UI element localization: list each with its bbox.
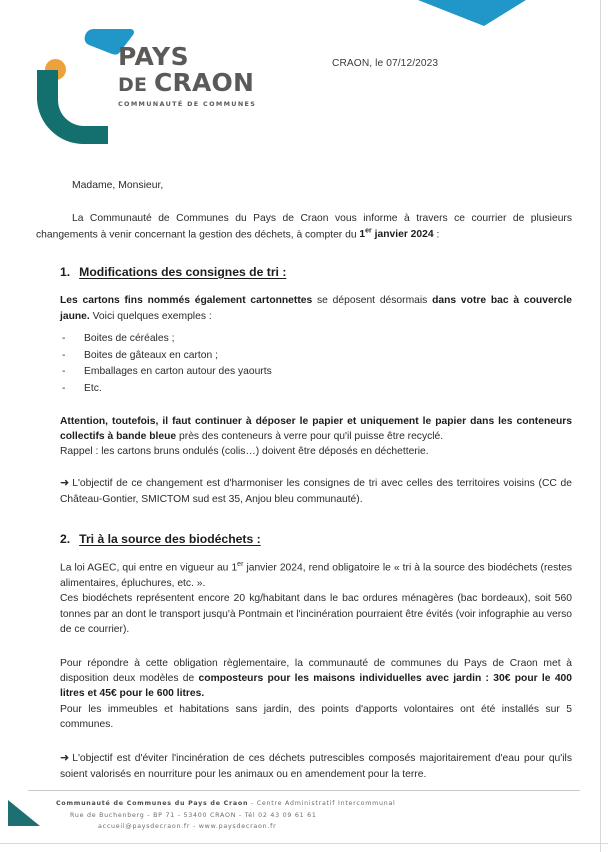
s2-p3-before: Pour répondre à cette obligation règlementaire, la communauté de communes du Pays de Craon met à disposition deux modèles de — [60, 657, 572, 684]
section-1-paragraph-1 — [60, 293, 572, 325]
logo-line-de-craon — [118, 68, 255, 97]
logo-arc-icon — [34, 70, 126, 144]
list-item-label: Boites de gâteaux en carton ; — [84, 349, 218, 361]
s1-p1-mid: se déposent désormais — [312, 294, 433, 306]
footer — [0, 786, 608, 852]
arrow-right-icon: ➜ — [60, 750, 70, 764]
logo-craon: CRAON — [153, 68, 255, 97]
section-2-number: 2. — [60, 531, 71, 546]
intro-text-after: : — [433, 229, 440, 241]
section-1-heading — [60, 265, 608, 279]
bullet-marker: - — [62, 332, 66, 344]
footer-line-1 — [56, 798, 398, 810]
triangle-right-icon — [8, 800, 40, 826]
letter-body — [0, 150, 608, 783]
s1-p1-bold-2: dans votre bac à couvercle jaune. — [60, 294, 572, 322]
footer-contact — [38, 798, 398, 833]
section-1-number: 1. — [60, 264, 71, 279]
s1-attention-bold: Attention, toutefois, il faut continuer à déposer le papier et uniquement le papier dans les conteneurs collectifs à bande bleue — [60, 415, 572, 442]
s2-objective-line-2: pour qu'ils soient valorisés en nourriture pour les animaux ou en amendement pour la terre. — [60, 752, 572, 780]
triangle-down-icon — [418, 0, 526, 26]
s1-attention-rest: près des conteneurs à verre pour qu'il puisse être recyclé. — [176, 430, 444, 442]
footer-line-3: accueil@paysdecraon.fr - www.paysdecraon.fr — [98, 823, 277, 831]
intro-paragraph — [36, 211, 572, 243]
intro-date-rest: janvier 2024 — [371, 229, 434, 241]
list-item — [62, 364, 608, 381]
footer-line-2: Rue de Buchenberg - BP 71 - 53400 CRAON - Tél 02 43 09 61 61 — [70, 811, 317, 819]
s2-objective-line-1: L'objectif est d'éviter l'incinération de ces déchets putrescibles composés majoritairement d'eau — [72, 752, 520, 764]
logo-line-pays: PAYS — [118, 42, 190, 71]
s1-p1-end: Voici quelques exemples : — [89, 310, 212, 322]
s1-p1-bold-1: Les cartons fins nommés également cartonnettes — [60, 294, 313, 306]
s2-p1-sup: er — [237, 560, 244, 568]
intro-text-before: La Communauté de Communes du Pays de Craon vous informe à travers ce courrier de plusieurs changements à venir concernant la gestion des déchets, à compter du — [36, 213, 572, 241]
section-2-objective-paragraph — [60, 749, 572, 783]
list-item — [62, 331, 608, 348]
logo-wordmark — [118, 42, 257, 108]
s2-p1-before: La loi AGEC, qui entre en vigueur au 1 — [60, 562, 238, 574]
list-item — [62, 381, 608, 398]
section-2-paragraph-4: Pour les immeubles et habitations sans jardin, des points d'apports volontaires ont été installés sur 5 communes. — [60, 703, 572, 731]
logo-de: DE — [118, 74, 154, 96]
intro-date-sup: er — [365, 227, 372, 235]
s2-p3-bold: composteurs pour les maisons individuelles avec jardin : 30€ pour le 400 litres et 45€ pour le 600 litres. — [60, 673, 572, 700]
intro-date-num: 1 — [359, 229, 366, 241]
intro-date-bold — [359, 229, 433, 240]
s1-objective-line-1: L'objectif de ce changement est d'harmoniser les consignes de tri avec celles des territoires voisins — [72, 477, 535, 489]
section-1-reminder-paragraph: Rappel : les cartons bruns ondulés (colis…) doivent être déposés en déchetterie. — [60, 446, 429, 458]
bullet-marker: - — [62, 349, 66, 361]
section-2-paragraph-2: Ces biodéchets représentent encore 20 kg/habitant dans le bac ordures ménagères (bac bordeaux), soit 560 tonnes par an dont le transport jusqu'à Pontmain et l'incinération pourraient être évités (voir infographie au verso de ce courrier). — [60, 593, 572, 636]
section-2-heading — [60, 532, 608, 546]
section-1-objective-paragraph — [60, 474, 572, 508]
section-1-title: Modifications des consignes de tri : — [79, 264, 287, 279]
logo-tagline: COMMUNAUTÉ DE COMMUNES — [118, 100, 257, 108]
s2-p1-after: janvier 2024, rend obligatoire le « tri à la source des biodéchets (restes alimentaires, épluchures, etc. ». — [60, 562, 572, 589]
list-item-label: Boites de céréales ; — [84, 332, 175, 344]
salutation: Madame, Monsieur, — [72, 180, 164, 191]
section-1-examples-list — [62, 331, 608, 398]
list-item-label: Etc. — [84, 382, 102, 394]
arrow-right-icon: ➜ — [60, 475, 70, 489]
s1-objective-line-2: (CC de Château-Gontier, SMICTOM sud est 35, Anjou bleu communauté). — [60, 477, 572, 505]
footer-divider — [28, 790, 580, 791]
footer-org-name: Communauté de Communes du Pays de Craon — [56, 800, 249, 807]
section-2-title: Tri à la source des biodéchets : — [79, 531, 261, 546]
section-2-paragraph-1 — [60, 560, 572, 591]
bullet-marker: - — [62, 382, 66, 394]
footer-org-suffix: - Centre Administratif Intercommunal — [248, 800, 396, 807]
section-2-paragraph-3 — [60, 656, 572, 702]
list-item-label: Emballages en carton autour des yaourts — [84, 366, 272, 378]
list-item — [62, 348, 608, 365]
letterhead — [0, 0, 608, 150]
bullet-marker: - — [62, 366, 66, 378]
section-1-attention-paragraph — [60, 414, 572, 445]
date-line: CRAON, le 07/12/2023 — [332, 58, 439, 69]
logo — [34, 22, 257, 130]
